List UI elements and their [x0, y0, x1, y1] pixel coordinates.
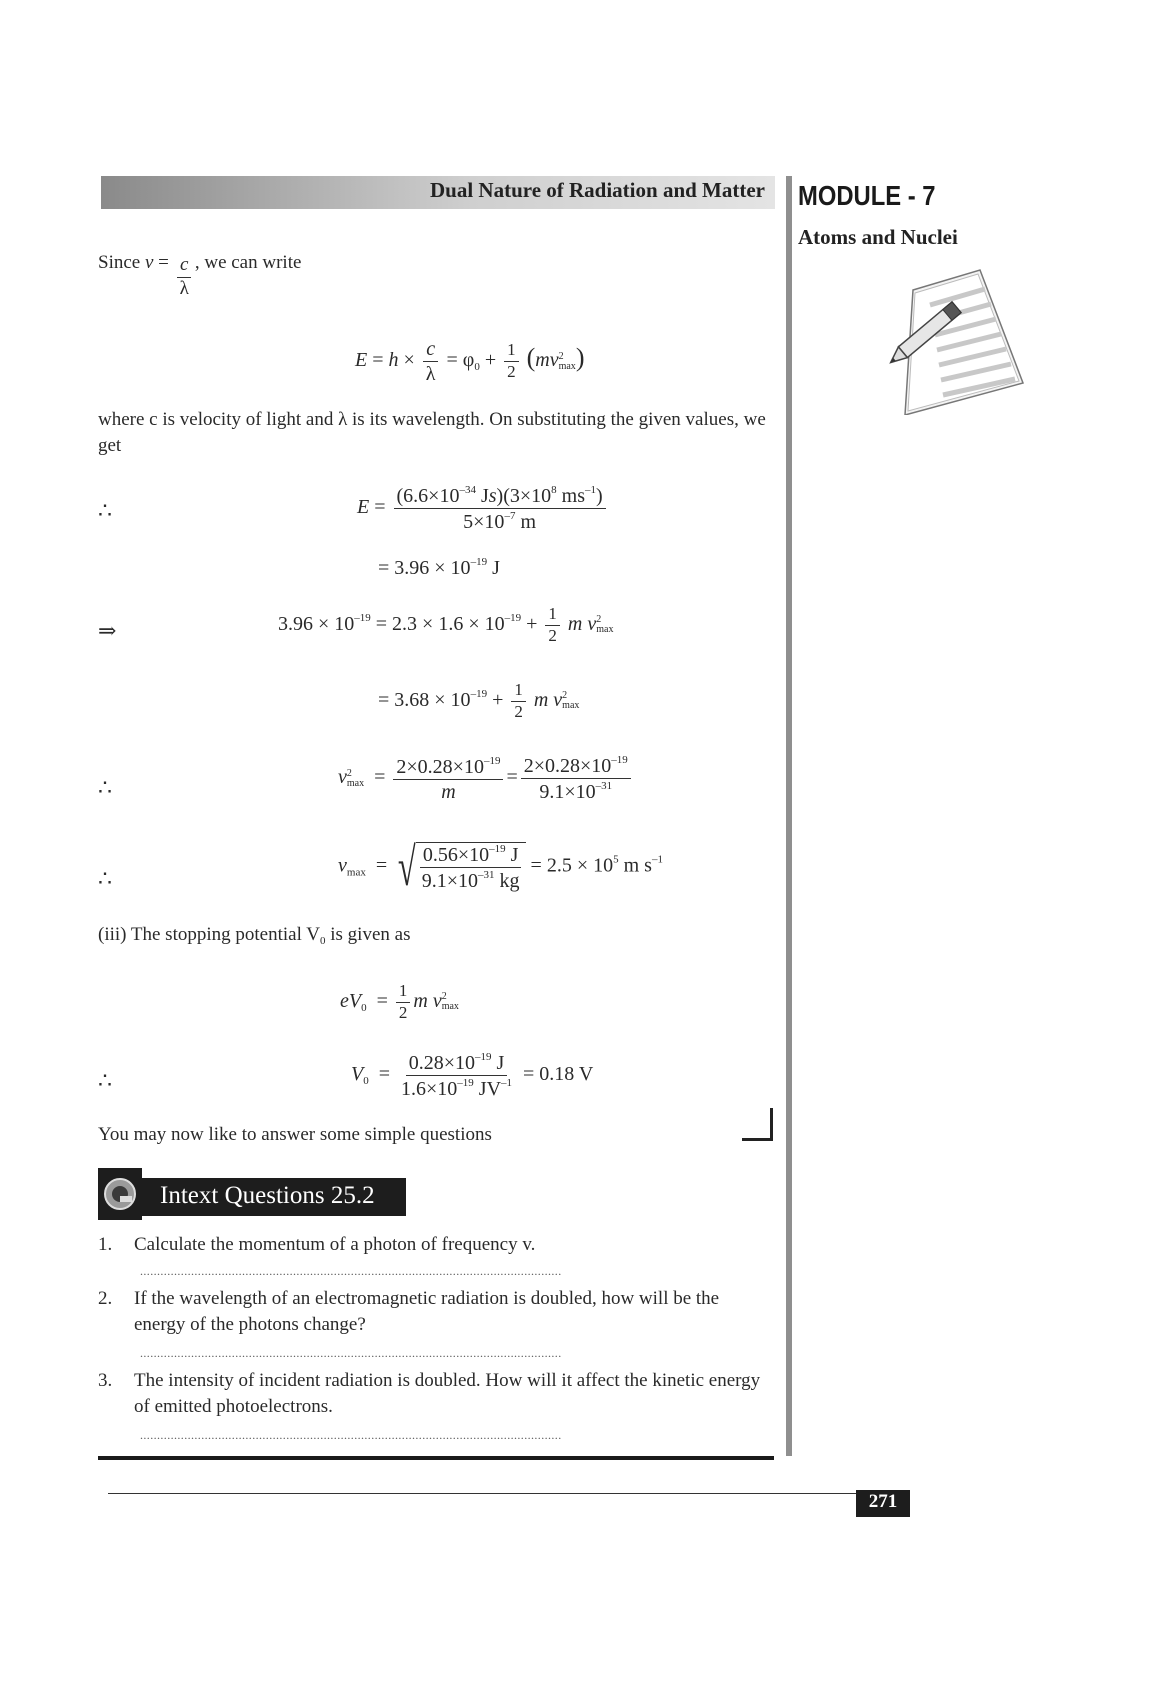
equation-ev0: $eV_0$ = $\frac{1}{2}$ m v 2 max — [340, 981, 459, 1022]
stopping-text-main: (iii) The stopping potential V — [98, 924, 320, 945]
module-title: MODULE - 7 — [798, 180, 936, 211]
question-number: 1. — [98, 1234, 113, 1255]
closing-text: You may now like to answer some simple questions — [98, 1124, 492, 1145]
question-badge-icon — [98, 1168, 142, 1220]
v0-result: = 0.18 V — [523, 1063, 594, 1086]
equation-energy-result — [378, 556, 500, 580]
stopping-text-post: is given as — [325, 924, 411, 945]
answer-line: ............................................................................................................................ — [140, 1428, 562, 1442]
answer-line: ............................................................................................................................ — [140, 1346, 562, 1360]
equation-vmax: $v_{max}$ = √ $\frac{0.56\times 10^{-19} J}{9.1\times 10^{-31} kg}$ = $2.5 \times 10^5$ m $s^{-1}$ — [338, 837, 663, 897]
equation-balance: $3.96 \times 10^{-19} = 2.3 \times 1.6 \times 10^{-19}$ + $\frac{1}{2}$ m v 2 max — [278, 604, 614, 645]
intro-text-pre: Since — [98, 252, 145, 273]
question-text: If the wavelength of an electromagnetic radiation is doubled, how will be the energy of the photons change? — [134, 1288, 720, 1335]
intro-text-post: , we can write — [194, 252, 302, 273]
question-text: Calculate the momentum of a photon of frequency v. — [134, 1234, 536, 1255]
margin-rule — [786, 176, 792, 1456]
question-text: The intensity of incident radiation is doubled. How will it affect the kinetic energy of emitted photoelectrons. — [134, 1370, 761, 1417]
therefore-symbol: ∴ — [98, 498, 112, 523]
stopping-text: (iii) The stopping potential $V_0$ is given as — [98, 924, 411, 947]
energy-result-mantissa: = 3.96 × 10 — [378, 557, 471, 579]
corner-mark — [742, 1108, 773, 1141]
equation-balance-2: = $3.68 \times 10^{-19}$ + $\frac{1}{2}$ m v 2 max — [378, 680, 580, 721]
therefore-symbol: ∴ — [98, 775, 112, 800]
therefore-symbol: ∴ — [98, 866, 112, 891]
module-subtitle: Atoms and Nuclei — [798, 225, 958, 249]
equation-v0: $V_0$ = $\frac{0.28\times 10^{-19} J}{1.6\times 10^{-19} JV^{-1}}$ = 0.18 V — [351, 1051, 594, 1100]
equation-photoelectric: E = h × $\frac{c}{\lambda}$ = $\varphi_0$ + $\frac{1}{2}$ (mv 2 max ) — [355, 338, 585, 385]
answer-line: ............................................................................................................................ — [140, 1264, 562, 1278]
question-number: 2. — [98, 1288, 113, 1309]
running-title: Dual Nature of Radiation and Matter — [429, 178, 765, 202]
energy-result-unit: J — [487, 557, 500, 579]
therefore-symbol: ∴ — [98, 1068, 112, 1093]
intro-line: Since v = $\frac{c}{\lambda}$ , we can write — [98, 252, 302, 299]
intext-title: Intext Questions 25.2 — [160, 1182, 375, 1209]
implies-symbol: ⇒ — [98, 618, 117, 643]
equation-vmax-squared: v 2 max = $\frac{2\times 0.28\times 10^{-19}}{m}$ = $\frac{2\times 0.28\times 10^{-19}}{9.1\times 10^{-31}}$ — [338, 754, 634, 803]
page-number: 271 — [868, 1491, 898, 1512]
energy-result-exp: –19 — [470, 556, 488, 568]
section-rule — [98, 1456, 774, 1460]
where-text: where c is velocity of light and λ is its wavelength. On substituting the given values, we get — [98, 409, 766, 456]
equation-energy: E = $\frac{(6.6\times 10^{-34} Js)(3\times 10^8 ms^{-1})}{5\times 10^{-7} m}$ — [357, 484, 609, 533]
pencil-on-paper-icon — [875, 265, 1025, 415]
question-number: 3. — [98, 1370, 113, 1391]
vmax-result: = 2.5 × 10 — [530, 854, 614, 877]
footer-rule — [108, 1493, 856, 1494]
